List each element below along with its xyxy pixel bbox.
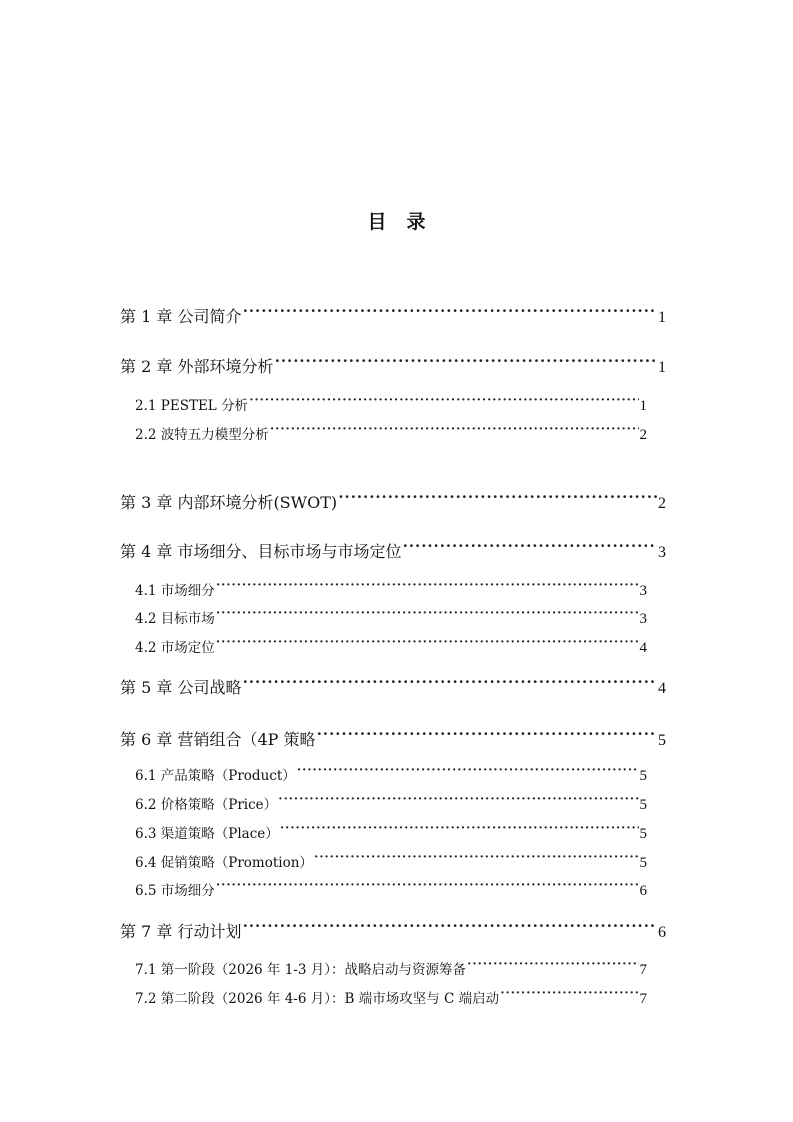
dot-leader (216, 881, 639, 895)
toc-entry-section-6-2[interactable] (135, 795, 647, 815)
toc-entry-label: 7.2 第二阶段（2026 年 4-6 月）：B 端市场攻坚与 C 端启动 (135, 991, 500, 1007)
toc-page-number: 1 (658, 309, 666, 326)
toc-page-number: 7 (639, 991, 647, 1007)
dot-leader (216, 638, 639, 652)
toc-entry-section-7-2[interactable] (135, 989, 647, 1009)
toc-page-number: 1 (658, 359, 666, 376)
toc-page-number: 3 (658, 544, 666, 561)
dot-leader (242, 920, 657, 937)
toc-page-number: 2 (658, 495, 666, 512)
dot-leader (314, 853, 639, 867)
toc-entry-label: 6.1 产品策略（Product） (135, 768, 296, 784)
dot-leader (216, 609, 639, 623)
toc-entry-label: 6.3 渠道策略（Place） (135, 826, 279, 842)
toc-entry-label: 4.2 目标市场 (135, 611, 215, 627)
toc-entry-chapter-2[interactable] (120, 355, 666, 380)
toc-entry-section-6-3[interactable] (135, 824, 647, 844)
toc-page-number: 4 (639, 640, 647, 656)
toc-entry-section-4-2[interactable] (135, 609, 647, 629)
toc-entry-section-7-1[interactable] (135, 960, 647, 980)
toc-entry-label: 4.2 市场定位 (135, 640, 215, 656)
toc-page-number: 3 (639, 611, 647, 627)
dot-leader (297, 766, 639, 780)
dot-leader (467, 960, 639, 974)
toc-page-number: 5 (639, 826, 647, 842)
toc-page-number: 5 (639, 855, 647, 871)
toc-entry-label: 6.5 市场细分 (135, 883, 215, 899)
toc-entry-label: 第 3 章 内部环境分析(SWOT) (120, 493, 338, 512)
toc-entry-label: 4.1 市场细分 (135, 583, 215, 599)
toc-entry-chapter-5[interactable] (120, 676, 666, 701)
toc-entry-section-6-4[interactable] (135, 853, 647, 873)
toc-entry-label: 第 2 章 外部环境分析 (120, 357, 274, 376)
dot-leader (249, 396, 638, 410)
toc-entry-label: 第 7 章 行动计划 (120, 922, 242, 941)
toc-page-number: 7 (639, 962, 647, 978)
toc-entry-chapter-6[interactable] (120, 728, 666, 753)
toc-page-number: 6 (639, 883, 647, 899)
toc-page-number: 5 (639, 768, 647, 784)
toc-entry-section-2-1[interactable] (135, 396, 647, 416)
toc-page-number: 5 (639, 797, 647, 813)
toc-entry-label: 2.2 波特五力模型分析 (135, 427, 269, 443)
toc-entry-label: 第 4 章 市场细分、目标市场与市场定位 (120, 542, 402, 561)
toc-entry-label: 7.1 第一阶段（2026 年 1-3 月）：战略启动与资源筹备 (135, 962, 466, 978)
toc-entry-label: 2.1 PESTEL 分析 (135, 398, 249, 414)
toc-entry-section-2-2[interactable] (135, 425, 647, 445)
dot-leader (274, 355, 657, 372)
dot-leader (278, 795, 638, 809)
toc-page-number: 1 (639, 398, 647, 414)
dot-leader (280, 824, 639, 838)
toc-entry-label: 6.4 促销策略（Promotion） (135, 855, 313, 871)
toc-entry-chapter-4[interactable] (120, 540, 666, 565)
toc-page-number: 6 (658, 924, 666, 941)
toc-title: 目录 (367, 211, 446, 233)
toc-entry-section-4-1[interactable] (135, 581, 647, 601)
dot-leader (500, 989, 638, 1003)
toc-entry-label: 6.2 价格策略（Price） (135, 797, 278, 813)
toc-entry-section-6-1[interactable] (135, 766, 647, 786)
toc-page-number: 5 (658, 732, 666, 749)
toc-entry-section-4-3[interactable] (135, 638, 647, 658)
toc-entry-chapter-7[interactable] (120, 920, 666, 945)
toc-entry-section-6-5[interactable] (135, 881, 647, 901)
dot-leader (338, 491, 657, 508)
dot-leader (270, 425, 639, 439)
toc-entry-label: 第 5 章 公司战略 (120, 678, 242, 697)
toc-page-number: 2 (639, 427, 647, 443)
dot-leader (402, 540, 657, 557)
dot-leader (216, 581, 639, 595)
toc-entry-chapter-3[interactable] (120, 491, 666, 516)
toc-page-number: 4 (658, 680, 666, 697)
toc-entry-label: 第 6 章 营销组合（4P 策略 (120, 730, 316, 749)
dot-leader (242, 676, 657, 693)
dot-leader (242, 305, 657, 322)
toc-page-number: 3 (639, 583, 647, 599)
toc-entry-chapter-1[interactable] (120, 305, 666, 330)
toc-entry-label: 第 1 章 公司简介 (120, 307, 242, 326)
dot-leader (316, 728, 657, 745)
